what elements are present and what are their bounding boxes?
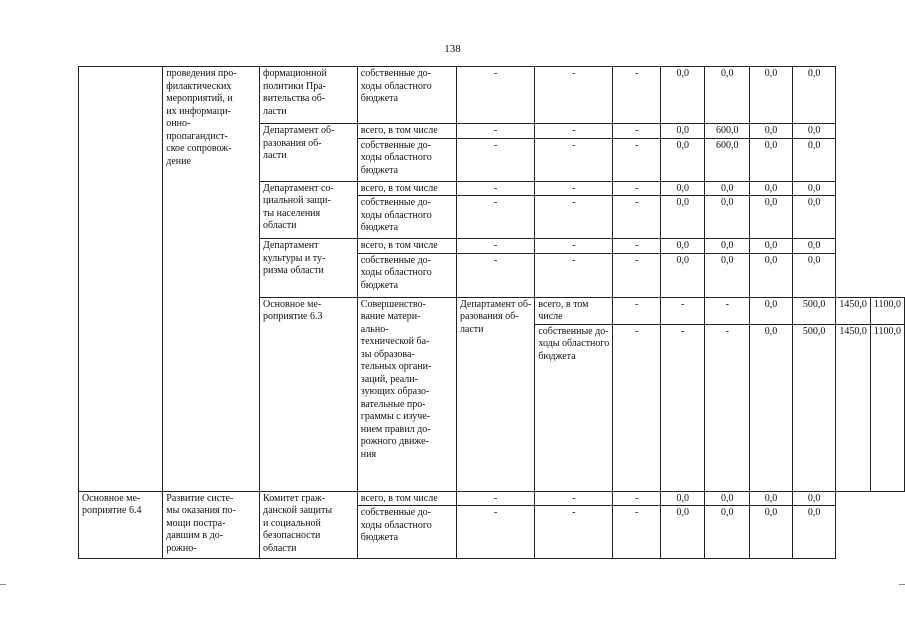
cell-text-line: мероприятий, и (166, 93, 233, 104)
dash-cell: - (613, 491, 661, 506)
dash-cell: - (613, 239, 661, 254)
cell-text-line: вательные про- (360, 398, 426, 410)
source-cell: всего, в том числе (535, 297, 613, 324)
dash-cell: - (456, 138, 534, 181)
cell-text-line: роприятие 6.3 (263, 311, 323, 322)
value-cell: 600,0 (705, 124, 750, 139)
dash-cell: - (535, 67, 613, 124)
cell-text-line: разования об- (263, 137, 322, 149)
value-cell: 0,0 (750, 181, 793, 196)
cell-text-line: технической ба- (360, 336, 430, 347)
cell-text-line: их информаци- (166, 105, 231, 117)
dash-cell: - (661, 297, 705, 324)
executor-cell (456, 297, 534, 491)
cell-text-line: ласти (263, 150, 287, 161)
scan-mark-right (899, 584, 905, 585)
value-cell: 0,0 (705, 491, 750, 506)
source-cell: собственные до- ходы областного бюджета (357, 253, 456, 297)
cell-text-line: циальной защи- (263, 195, 331, 206)
code-cell (260, 297, 358, 491)
dash-cell: - (456, 491, 534, 506)
value-cell: 1100,0 (870, 297, 904, 324)
source-cell: собственные до- ходы областного бюджета (535, 324, 613, 491)
table-row (79, 491, 905, 506)
cell-text-line: рожно- (166, 542, 197, 554)
source-cell: собственные до- ходы областного бюджета (357, 506, 456, 559)
value-cell: 0,0 (750, 253, 793, 297)
dash-cell: - (613, 324, 661, 491)
cell-text-line: вительства об- (263, 93, 326, 104)
cell-text-line: Департамент со- (263, 182, 334, 194)
cell-text-line: и социальной (263, 517, 321, 529)
dash-cell: - (613, 67, 661, 124)
value-cell: 0,0 (792, 253, 836, 297)
table-row (79, 67, 905, 124)
cell-text-line: ризма области (263, 265, 324, 276)
dash-cell: - (705, 324, 750, 491)
cell-text-line: роприятие 6.4 (82, 505, 142, 516)
cell-text-line: вание матери- (360, 311, 421, 322)
value-cell: 0,0 (661, 181, 705, 196)
page-number: 138 (444, 43, 461, 55)
dash-cell: - (535, 491, 613, 506)
cell-text-line: нием правил до- (360, 423, 431, 435)
cell-text-line: ния (360, 448, 377, 460)
value-cell: 0,0 (750, 196, 793, 239)
value-cell: 0,0 (750, 506, 793, 559)
value-cell: 0,0 (661, 67, 705, 124)
cell-text-line: области (263, 220, 297, 231)
source-cell: собственные до- ходы областного бюджета (357, 138, 456, 181)
dash-cell: - (456, 239, 534, 254)
value-cell: 0,0 (750, 297, 793, 324)
cell-text-line: Основное ме- (263, 298, 322, 310)
dash-cell: - (613, 196, 661, 239)
value-cell: 0,0 (750, 124, 793, 139)
cell-text-line: онно- (166, 118, 191, 129)
budget-table (78, 66, 905, 559)
value-cell: 0,0 (661, 239, 705, 254)
cell-text-line: проведения про- (166, 68, 237, 79)
value-cell: 0,0 (792, 67, 836, 124)
dash-cell: - (456, 181, 534, 196)
dash-cell: - (535, 253, 613, 297)
cell-text-line: филактических (166, 80, 232, 92)
cell-text-line: пропагандист- (166, 130, 228, 142)
cell-text-line: зы образова- (360, 348, 415, 360)
value-cell: 0,0 (792, 506, 836, 559)
value-cell: 0,0 (705, 506, 750, 559)
value-cell: 0,0 (750, 67, 793, 124)
code-cell (79, 67, 163, 492)
source-cell: всего, в том числе (357, 181, 456, 196)
cell-text-line: ты населения (263, 207, 321, 219)
value-cell: 0,0 (705, 196, 750, 239)
cell-text-line: ласти (263, 105, 287, 117)
source-cell: всего, в том числе (357, 239, 456, 254)
value-cell: 0,0 (792, 124, 836, 139)
source-cell: собственные до- ходы областного бюджета (357, 196, 456, 239)
dash-cell: - (456, 506, 534, 559)
dash-cell: - (613, 506, 661, 559)
value-cell: 0,0 (750, 491, 793, 506)
cell-text-line: Комитет граж- (263, 492, 326, 504)
cell-text-line: зующих образо- (360, 386, 430, 397)
dash-cell: - (535, 138, 613, 181)
dash-cell: - (613, 138, 661, 181)
cell-text-line: мощи постра- (166, 517, 226, 529)
cell-text-line: ласти (459, 323, 484, 335)
cell-text-line: Департамент об- (263, 125, 335, 136)
cell-text-line: дение (166, 155, 191, 167)
cell-text-line: давшим в до- (166, 530, 224, 541)
dash-cell: - (456, 253, 534, 297)
cell-text-line: мы оказания по- (166, 505, 236, 516)
value-cell: 0,0 (661, 506, 705, 559)
value-cell: 0,0 (705, 67, 750, 124)
code-cell (79, 491, 163, 559)
cell-text-line: культуры и ту- (263, 252, 326, 264)
value-cell: 500,0 (792, 324, 836, 491)
activity-cell (357, 297, 456, 491)
value-cell: 500,0 (792, 297, 836, 324)
value-cell: 1100,0 (870, 324, 904, 491)
value-cell: 0,0 (750, 239, 793, 254)
dash-cell: - (613, 297, 661, 324)
cell-text-line: Основное ме- (82, 492, 141, 504)
dash-cell: - (613, 181, 661, 196)
source-cell: собственные до- ходы областного бюджета (357, 67, 456, 124)
dash-cell: - (705, 297, 750, 324)
value-cell: 0,0 (661, 491, 705, 506)
value-cell: 0,0 (705, 253, 750, 297)
scan-mark-left (0, 584, 6, 585)
value-cell: 0,0 (705, 181, 750, 196)
cell-text-line: граммы с изуче- (360, 411, 431, 422)
cell-text-line: рожного движе- (360, 436, 429, 447)
cell-text-line: тельных органи- (360, 361, 432, 372)
value-cell: 0,0 (661, 196, 705, 239)
value-cell: 0,0 (792, 239, 836, 254)
value-cell: 0,0 (750, 324, 793, 491)
cell-text-line: ское сопровож- (166, 143, 232, 154)
value-cell: 0,0 (661, 138, 705, 181)
value-cell: 1450,0 (836, 297, 871, 324)
cell-text-line: Департамент об- (459, 298, 532, 310)
value-cell: 0,0 (661, 253, 705, 297)
dash-cell: - (456, 124, 534, 139)
cell-text-line: области (263, 542, 297, 554)
executor-cell (260, 491, 358, 559)
executor-cell (260, 67, 358, 124)
cell-text-line: безопасности (263, 530, 321, 541)
dash-cell: - (456, 196, 534, 239)
cell-text-line: разования об- (459, 311, 519, 322)
cell-text-line: формационной (263, 68, 327, 79)
cell-text-line: Совершенство- (360, 298, 426, 310)
value-cell: 0,0 (750, 138, 793, 181)
executor-cell (260, 181, 358, 239)
dash-cell: - (535, 239, 613, 254)
executor-cell (260, 239, 358, 298)
cell-text-line: Департамент (263, 240, 319, 251)
dash-cell: - (535, 196, 613, 239)
cell-text-line: Развитие систе- (166, 492, 234, 504)
value-cell: 600,0 (705, 138, 750, 181)
source-cell: всего, в том числе (357, 491, 456, 506)
value-cell: 0,0 (792, 138, 836, 181)
source-cell: всего, в том числе (357, 124, 456, 139)
value-cell: 0,0 (792, 181, 836, 196)
dash-cell: - (613, 253, 661, 297)
activity-cell (163, 67, 260, 492)
value-cell: 1450,0 (836, 324, 871, 491)
cell-text-line: ально- (360, 323, 389, 335)
dash-cell: - (535, 506, 613, 559)
executor-cell (260, 124, 358, 182)
dash-cell: - (661, 324, 705, 491)
dash-cell: - (535, 181, 613, 196)
cell-text-line: политики Пра- (263, 80, 326, 92)
value-cell: 0,0 (792, 196, 836, 239)
dash-cell: - (535, 124, 613, 139)
value-cell: 0,0 (792, 491, 836, 506)
dash-cell: - (613, 124, 661, 139)
cell-text-line: данской защиты (263, 505, 333, 516)
activity-cell (163, 491, 260, 559)
value-cell: 0,0 (661, 124, 705, 139)
value-cell: 0,0 (705, 239, 750, 254)
cell-text-line: заций, реали- (360, 373, 418, 385)
dash-cell: - (456, 67, 534, 124)
